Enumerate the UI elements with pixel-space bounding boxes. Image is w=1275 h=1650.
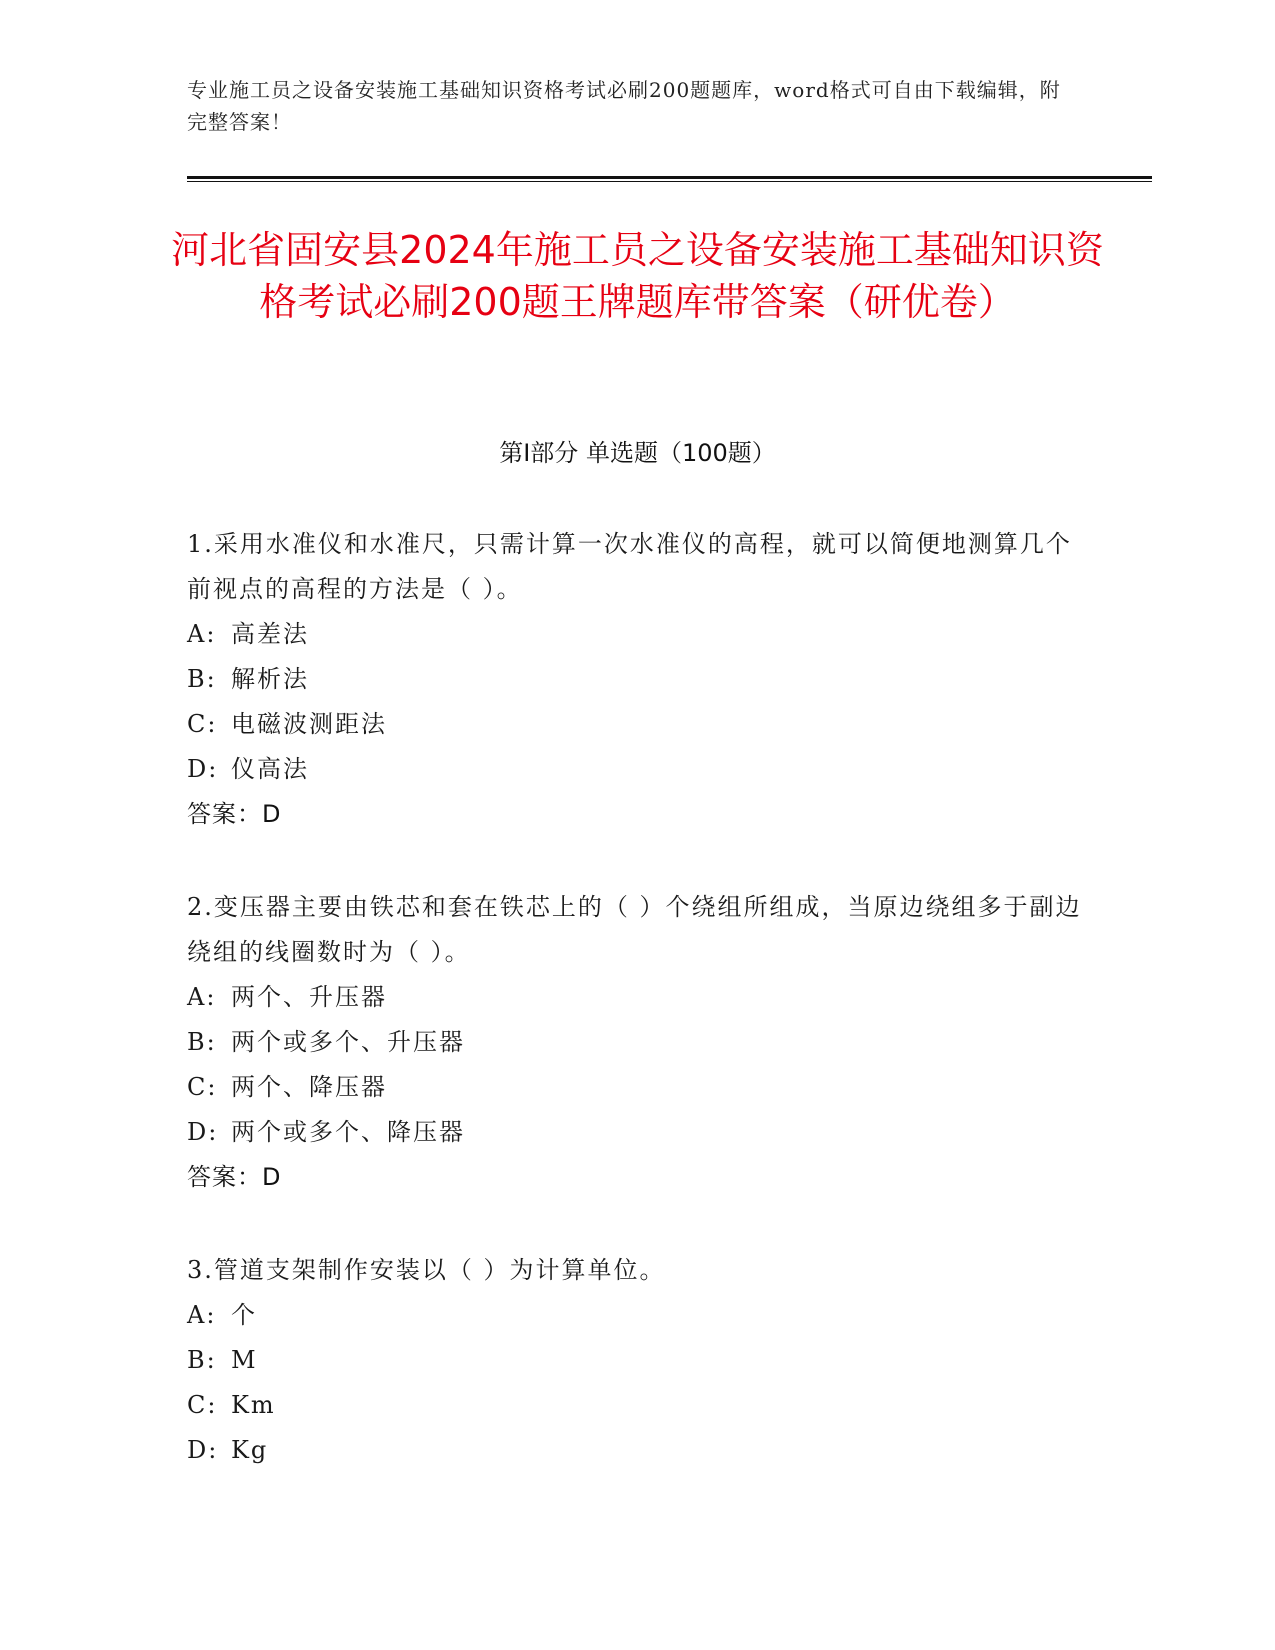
option-key: A: xyxy=(187,1301,217,1329)
question-text: 1.采用水准仪和水准尺，只需计算一次水准仪的高程，就可以简便地测算几个前视点的高程的方法是（ ）。 xyxy=(187,530,1072,603)
question-1 xyxy=(187,522,1087,837)
option-key: C: xyxy=(187,1391,218,1419)
section-title: 第Ⅰ部分 单选题（100题） xyxy=(499,439,776,467)
option-key: A: xyxy=(187,620,217,648)
header-rule-thick xyxy=(187,176,1152,179)
question-text: 2.变压器主要由铁芯和套在铁芯上的（ ）个绕组所组成，当原边绕组多于副边绕组的线圈数时为（ ）。 xyxy=(187,893,1082,966)
option-text: Kg xyxy=(231,1436,269,1464)
option-a xyxy=(187,612,1087,657)
option-b xyxy=(187,657,1087,702)
option-text: 电磁波测距法 xyxy=(231,710,387,738)
header-note: 专业施工员之设备安装施工基础知识资格考试必刷200题题库，word格式可自由下载编辑，附完整答案！ xyxy=(187,78,1061,134)
option-key: A: xyxy=(187,983,217,1011)
option-key: C: xyxy=(187,1073,218,1101)
option-c xyxy=(187,1383,1087,1428)
header-rule-thin xyxy=(187,181,1152,182)
option-d xyxy=(187,1110,1087,1155)
option-text: 两个、降压器 xyxy=(231,1073,387,1101)
option-c xyxy=(187,1065,1087,1110)
option-key: B: xyxy=(187,1346,217,1374)
option-text: 两个或多个、降压器 xyxy=(231,1118,465,1146)
document-title: 河北省固安县2024年施工员之设备安装施工基础知识资格考试必刷200题王牌题库带答案（研优卷） xyxy=(171,228,1104,324)
option-b xyxy=(187,1338,1087,1383)
option-key: D: xyxy=(187,1436,219,1464)
answer: 答案：D xyxy=(187,800,282,828)
option-text: M xyxy=(231,1346,258,1374)
option-c xyxy=(187,702,1087,747)
option-text: 个 xyxy=(231,1301,257,1329)
question-3 xyxy=(187,1248,1087,1473)
option-a xyxy=(187,975,1087,1020)
option-key: B: xyxy=(187,665,217,693)
option-text: 高差法 xyxy=(231,620,309,648)
option-key: D: xyxy=(187,1118,219,1146)
option-text: 解析法 xyxy=(231,665,309,693)
option-a xyxy=(187,1293,1087,1338)
option-text: 两个或多个、升压器 xyxy=(231,1028,465,1056)
option-key: D: xyxy=(187,755,219,783)
option-text: Km xyxy=(231,1391,276,1419)
option-b xyxy=(187,1020,1087,1065)
option-d xyxy=(187,1428,1087,1473)
option-key: C: xyxy=(187,710,218,738)
option-text: 两个、升压器 xyxy=(231,983,387,1011)
option-d xyxy=(187,747,1087,792)
question-text: 3.管道支架制作安装以（ ）为计算单位。 xyxy=(187,1256,666,1284)
answer: 答案：D xyxy=(187,1163,282,1191)
question-2 xyxy=(187,885,1087,1200)
option-text: 仪高法 xyxy=(231,755,309,783)
option-key: B: xyxy=(187,1028,217,1056)
